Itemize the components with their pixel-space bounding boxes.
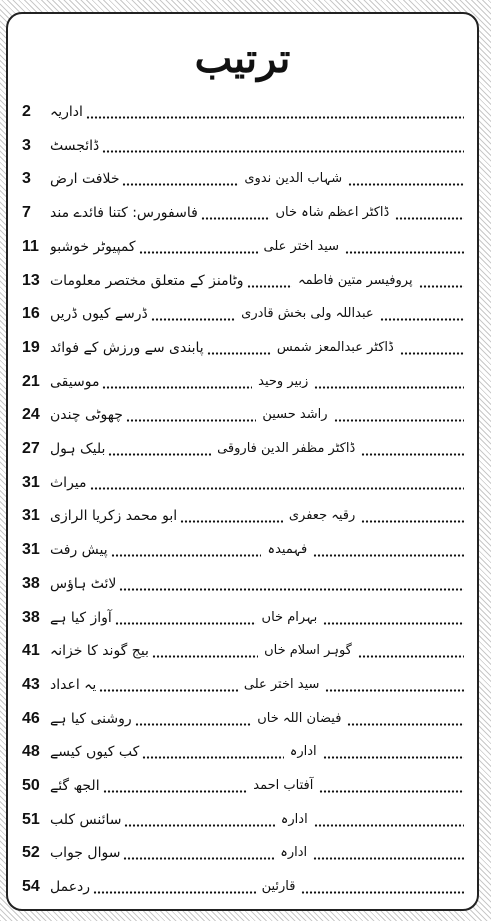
dot-leader	[361, 520, 464, 523]
entry-author: فیضان اللہ خاں	[257, 711, 342, 726]
entry-topic: سائنس کلب	[50, 812, 122, 828]
page-number: 2	[22, 103, 31, 120]
entry-topic: اداریہ	[50, 104, 83, 120]
entry-topic: کمپیوٹر خوشبو	[50, 239, 136, 255]
toc-entry	[22, 808, 467, 832]
entry-author: ادارہ	[289, 744, 317, 759]
dot-leader	[86, 116, 464, 119]
entry-topic: ڈائجسٹ	[50, 138, 100, 154]
dot-leader	[124, 824, 274, 827]
dot-leader	[103, 790, 248, 793]
toc-entry	[22, 235, 467, 259]
toc-entry	[22, 201, 467, 225]
toc-entry	[22, 370, 467, 394]
entry-author: گوہر اسلام خاں	[264, 643, 352, 658]
toc-entry	[22, 302, 467, 326]
page-number: 21	[22, 373, 40, 390]
page-number: 13	[22, 272, 40, 289]
dot-leader	[139, 251, 258, 254]
dot-leader	[345, 251, 464, 254]
toc-entry	[22, 336, 467, 360]
dot-leader	[126, 419, 256, 422]
entry-author: ڈاکٹر مظفر الدین فاروقی	[217, 441, 356, 456]
entry-text	[50, 538, 467, 562]
entry-text	[50, 606, 467, 630]
entry-text	[50, 471, 467, 495]
entry-text	[50, 572, 467, 596]
toc-entry	[22, 471, 467, 495]
entry-author: سید اختر علی	[263, 239, 340, 254]
entry-text	[50, 100, 467, 124]
dot-leader	[380, 318, 464, 321]
entry-topic: ڈرسے کیوں ڈریں	[50, 306, 148, 322]
page-number: 38	[22, 609, 40, 626]
entry-author: زبیر وحید	[258, 374, 309, 389]
entry-text	[50, 269, 467, 293]
page-number: 24	[22, 406, 40, 423]
page-number: 52	[22, 844, 40, 861]
page-number: 16	[22, 305, 40, 322]
dot-leader	[142, 756, 283, 759]
entry-author: ڈاکٹر اعظم شاہ خاں	[275, 205, 390, 220]
toc-entry	[22, 673, 467, 697]
page-number: 27	[22, 440, 40, 457]
toc-entry	[22, 100, 467, 124]
entry-text	[50, 134, 467, 158]
entry-topic: میراث	[50, 475, 87, 491]
page-number: 54	[22, 878, 40, 895]
dot-leader	[111, 554, 262, 557]
entry-text	[50, 336, 467, 360]
dot-leader	[247, 285, 292, 288]
dot-leader	[361, 453, 464, 456]
entry-text	[50, 201, 467, 225]
toc-entry	[22, 538, 467, 562]
toc-entry	[22, 606, 467, 630]
dot-leader	[201, 217, 270, 220]
toc-entry	[22, 639, 467, 663]
toc-entry	[22, 740, 467, 764]
entry-topic: بیج گوند کا خزانہ	[50, 643, 149, 659]
page-number: 19	[22, 339, 40, 356]
page-number: 43	[22, 676, 40, 693]
entry-text	[50, 639, 467, 663]
page-number: 3	[22, 170, 31, 187]
entry-topic: آواز کیا ہے	[50, 610, 112, 626]
dot-leader	[348, 183, 464, 186]
entry-text	[50, 167, 467, 191]
toc-entry	[22, 269, 467, 293]
dot-leader	[135, 723, 252, 726]
dot-leader	[99, 689, 238, 692]
page-number: 38	[22, 575, 40, 592]
page-title: ترتیب	[194, 35, 291, 82]
entry-author: راشد حسین	[262, 407, 328, 422]
entry-text	[50, 302, 467, 326]
page-number: 31	[22, 507, 40, 524]
page-number: 31	[22, 474, 40, 491]
dot-leader	[102, 150, 464, 153]
dot-leader	[323, 756, 464, 759]
toc-entry	[22, 707, 467, 731]
dot-leader	[122, 183, 238, 186]
entry-topic: لائٹ ہاؤس	[50, 576, 117, 592]
page-number: 41	[22, 642, 40, 659]
dot-leader	[313, 554, 464, 557]
page-number: 7	[22, 204, 31, 221]
entry-author: بہرام خاں	[261, 610, 318, 625]
toc-entry	[22, 774, 467, 798]
dot-leader	[325, 689, 464, 692]
dot-leader	[347, 723, 464, 726]
page-number: 51	[22, 811, 40, 828]
dot-leader	[334, 419, 464, 422]
entry-author: عبداللہ ولی بخش قادری	[241, 306, 374, 321]
dot-leader	[180, 520, 283, 523]
dot-leader	[152, 655, 258, 658]
toc-entry	[22, 875, 467, 899]
dot-leader	[115, 622, 256, 625]
toc-entry	[22, 167, 467, 191]
dot-leader	[395, 217, 464, 220]
entry-author: ادارہ	[280, 812, 308, 827]
entry-topic: فاسفورس: کتنا فائدے مند	[50, 205, 198, 221]
entry-text	[50, 403, 467, 427]
entry-topic: روشنی کیا ہے	[50, 711, 132, 727]
dot-leader	[108, 453, 211, 456]
dot-leader	[207, 352, 271, 355]
entry-topic: بلیک ہول	[50, 441, 106, 457]
toc-entry	[22, 504, 467, 528]
toc-entry	[22, 437, 467, 461]
entry-topic: ردعمل	[50, 879, 91, 895]
page-number: 50	[22, 777, 40, 794]
dot-leader	[319, 790, 464, 793]
dot-leader	[119, 588, 464, 591]
dot-leader	[313, 857, 464, 860]
entry-author: ادارہ	[280, 845, 308, 860]
entry-text	[50, 370, 467, 394]
toc-entry	[22, 134, 467, 158]
content-frame	[6, 12, 479, 911]
page-number: 48	[22, 743, 40, 760]
entry-author: رقیہ جعفری	[288, 508, 356, 523]
entry-topic: پیش رفت	[50, 542, 108, 558]
entry-text	[50, 774, 467, 798]
toc-entry	[22, 841, 467, 865]
entry-author: فہمیدہ	[267, 542, 308, 557]
dot-leader	[301, 891, 464, 894]
entry-topic: وٹامنز کے متعلق مختصر معلومات	[50, 273, 244, 289]
entry-text	[50, 841, 467, 865]
dot-leader	[358, 655, 464, 658]
entry-topic: سوال جواب	[50, 845, 121, 861]
entry-text	[50, 808, 467, 832]
dot-leader	[102, 386, 252, 389]
entry-text	[50, 235, 467, 259]
entry-topic: پابندی سے ورزش کے فوائد	[50, 340, 204, 356]
entry-text	[50, 707, 467, 731]
dot-leader	[90, 487, 464, 490]
entry-text	[50, 504, 467, 528]
dot-leader	[123, 857, 274, 860]
dot-leader	[400, 352, 464, 355]
entry-topic: کب کیوں کیسے	[50, 744, 140, 760]
entry-author: پروفیسر متین فاطمہ	[297, 273, 413, 288]
entry-text	[50, 875, 467, 899]
entry-author: ڈاکٹر عبدالمعز شمس	[276, 340, 394, 355]
entry-text	[50, 740, 467, 764]
dot-leader	[419, 285, 464, 288]
entry-topic: چھوٹی چندن	[50, 407, 123, 423]
toc-entry	[22, 572, 467, 596]
entry-topic: موسیقی	[50, 374, 100, 390]
entry-topic: ابو محمد زکریا الرازی	[50, 508, 178, 524]
entry-text	[50, 673, 467, 697]
page-number: 31	[22, 541, 40, 558]
toc-entry	[22, 403, 467, 427]
dot-leader	[314, 386, 464, 389]
entry-text	[50, 437, 467, 461]
dot-leader	[151, 318, 235, 321]
entry-author: قارئین	[261, 879, 296, 894]
entry-topic: الجھ گئے	[50, 778, 100, 794]
entry-topic: خلافت ارض	[50, 171, 120, 187]
entry-author: سید اختر علی	[243, 677, 320, 692]
entry-topic: یہ اعداد	[50, 677, 97, 693]
page-number: 46	[22, 710, 40, 727]
dot-leader	[93, 891, 256, 894]
entry-author: شہاب الدین ندوی	[244, 171, 343, 186]
page-number: 11	[22, 238, 39, 255]
entry-author: آفتاب احمد	[253, 778, 314, 793]
page-number: 3	[22, 137, 31, 154]
dot-leader	[323, 622, 464, 625]
dot-leader	[314, 824, 464, 827]
